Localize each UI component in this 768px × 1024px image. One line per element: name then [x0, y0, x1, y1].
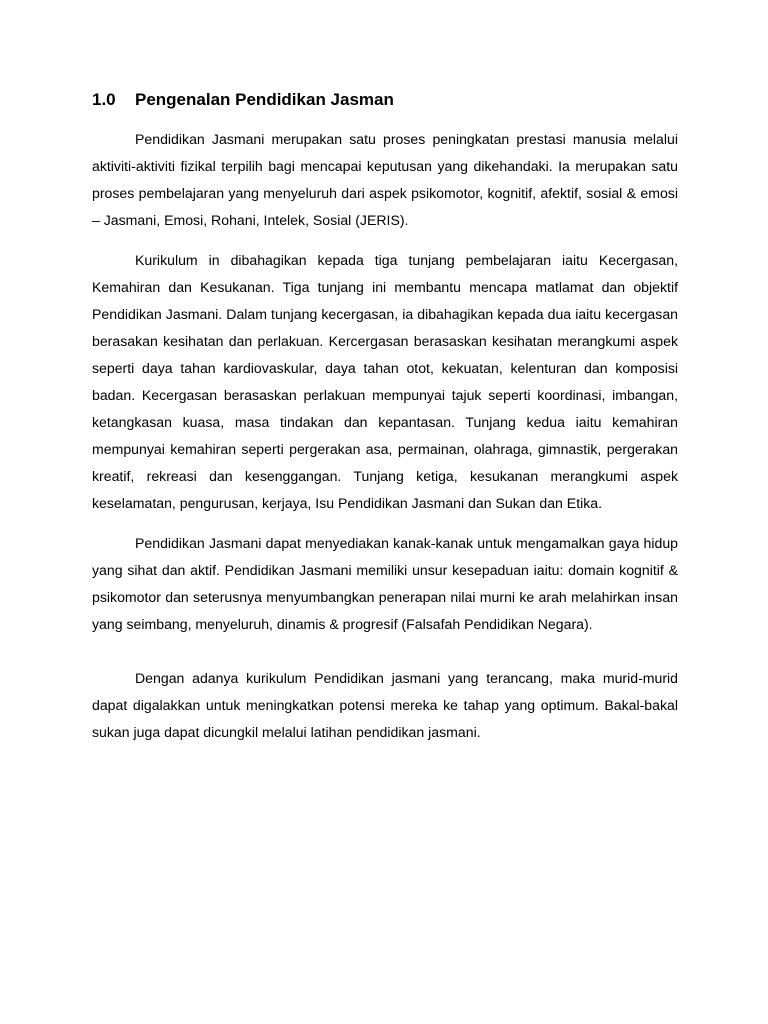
section-number: 1.0	[92, 90, 116, 109]
section-title: Pengenalan Pendidikan Jasman	[135, 90, 394, 109]
section-heading	[92, 88, 678, 112]
document-page	[92, 88, 678, 759]
paragraph-introduction: Pendidikan Jasmani merupakan satu proses peningkatan prestasi manusia melalui aktiviti-aktiviti fizikal terpilih bagi mencapai keputusan yang dikehandaki. Ia merupakan satu proses pembelajaran yang menyeluruh dari aspek psikomotor, kognitif, afektif, sosial & emosi – Jasmani, Emosi, Rohani, Intelek, Sosial (JERIS).	[92, 131, 678, 228]
paragraph-lifestyle: Pendidikan Jasmani dapat menyediakan kanak-kanak untuk mengamalkan gaya hidup yang sihat dan aktif. Pendidikan Jasmani memiliki unsur kesepaduan iaitu: domain kognitif & psikomotor dan seterusnya menyumbangkan penerapan nilai murni ke arah melahirkan insan yang seimbang, menyeluruh, dinamis & progresif (Falsafah Pendidikan Negara).	[92, 535, 678, 632]
paragraph-curriculum: Kurikulum in dibahagikan kepada tiga tunjang pembelajaran iaitu Kecergasan, Kemahiran dan Kesukanan. Tiga tunjang ini membantu mencapa matlamat dan objektif Pendidikan Jasmani. Dalam tunjang kecergasan, ia dibahagikan kepada dua iaitu kecergasan berasakan kesihatan dan perlakuan. Kercergasan berasaskan kesihatan merangkumi aspek seperti daya tahan kardiovaskular, daya tahan otot, kekuatan, kelenturan dan komposisi badan. Kecergasan berasaskan perlakuan mempunyai tajuk seperti koordinasi, imbangan, ketangkasan kuasa, masa tindakan dan kepantasan. Tunjang kedua iaitu kemahiran mempunyai kemahiran seperti pergerakan asa, permainan, olahraga, gimnastik, pergerakan kreatif, rekreasi dan kesenggangan. Tunjang ketiga, kesukanan merangkumi aspek keselamatan, pengurusan, kerjaya, Isu Pendidikan Jasmani dan Sukan dan Etika.	[92, 252, 678, 511]
paragraph-potential: Dengan adanya kurikulum Pendidikan jasmani yang terancang, maka murid-murid dapat digalakkan untuk meningkatkan potensi mereka ke tahap yang optimum. Bakal-bakal sukan juga dapat dicungkil melalui latihan pendidikan jasmani.	[92, 670, 678, 740]
